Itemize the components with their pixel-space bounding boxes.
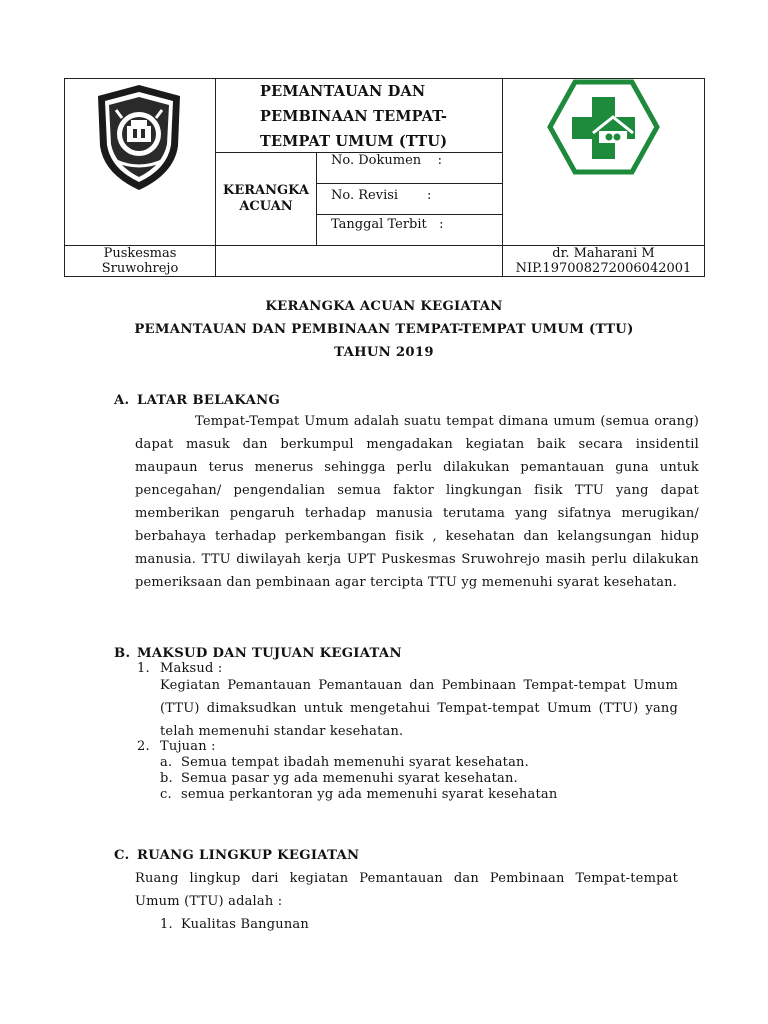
org-cell	[64, 245, 216, 277]
official-nip: NIP.197008272006042001	[515, 261, 692, 276]
maksud-body: Kegiatan Pemantauan Pemantauan dan Pembinaan Tempat-tempat Umum (TTU) dimaksudkan untuk mengetahui Tempat-tempat Umum (TTU) yang telah memenuhi standar kesehatan.	[160, 678, 678, 739]
ruang-item-text: Kualitas Bangunan	[181, 917, 309, 932]
section-c-body: Ruang lingkup dari kegiatan Pemantauan dan Pembinaan Tempat-tempat Umum (TTU) adalah :	[135, 871, 678, 909]
tujuan-item-text: Semua pasar yg ada memenuhi syarat kesehatan.	[181, 771, 518, 786]
official-name: dr. Maharani M	[552, 246, 655, 261]
logo-right-cell	[502, 78, 705, 246]
field-label: No. Dokumen :	[331, 153, 443, 168]
org-line: Puskesmas	[103, 246, 177, 261]
tujuan-number: 2.	[137, 739, 150, 754]
doc-year: TAHUN 2019	[334, 345, 434, 360]
tujuan-item-text: Semua tempat ibadah memenuhi syarat kesehatan.	[181, 755, 529, 770]
header-title-line: PEMBINAAN TEMPAT-	[260, 108, 448, 125]
section-b-letter: B.	[114, 646, 131, 661]
tujuan-item-text: semua perkantoran yg ada memenuhi syarat kesehatan	[181, 787, 558, 802]
official-signature	[503, 246, 704, 276]
section-a-body: Tempat-Tempat Umum adalah suatu tempat dimana umum (semua orang) dapat masuk dan berkumpul mengadakan kegiatan baik secara insidentil maupaun terus menerus sehingga perlu dilakukan pemantauan guna untuk pencegahan/ pengendalian semua faktor lingkungan fisik TTU yang dapat memberikan pengaruh terhadap manusia terutama yang sifatnya merugikan/ berbahaya terhadap perkembangan fisik , kesehatan dan kelangsungan hidup manusia. TTU diwilayah kerja UPT Puskesmas Sruwohrejo masih perlu dilakukan pemeriksaan dan pembinaan agar tercipta TTU yg memenuhi syarat kesehatan.	[135, 414, 699, 590]
field-no-dokumen	[316, 152, 503, 184]
section-a-heading: LATAR BELAKANG	[137, 393, 281, 408]
header-title-line: PEMANTAUAN DAN	[260, 83, 426, 100]
doc-title: KERANGKA ACUAN KEGIATAN	[265, 299, 503, 314]
regency-seal-icon	[92, 82, 186, 194]
puskesmas-cross-icon	[547, 79, 660, 176]
section-c-letter: C.	[114, 848, 130, 863]
maksud-number: 1.	[137, 661, 150, 676]
document-header-table	[64, 78, 705, 277]
maksud-label: Maksud :	[160, 661, 223, 676]
field-label: Tanggal Terbit :	[331, 217, 444, 232]
doc-subtitle: PEMANTAUAN DAN PEMBINAAN TEMPAT-TEMPAT UMUM (TTU)	[134, 322, 634, 337]
section-a-letter: A.	[114, 393, 130, 408]
field-no-revisi	[316, 183, 503, 215]
tujuan-label: Tujuan :	[160, 739, 216, 754]
doc-type-label: KERANGKA ACUAN	[223, 183, 309, 214]
org-name	[65, 246, 215, 276]
ruang-item-number: 1.	[160, 917, 173, 932]
logo-left-cell	[64, 78, 216, 246]
blank-cell	[215, 245, 503, 277]
tujuan-item-letter: c.	[160, 787, 172, 802]
official-cell	[502, 245, 705, 277]
tujuan-item-letter: a.	[160, 755, 173, 770]
title-cell	[215, 78, 503, 153]
org-line: Sruwohrejo	[101, 261, 179, 276]
field-label: No. Revisi :	[331, 188, 432, 203]
field-tanggal-terbit	[316, 214, 503, 246]
header-title-line: TEMPAT UMUM (TTU)	[260, 133, 448, 150]
section-c-heading: RUANG LINGKUP KEGIATAN	[137, 848, 360, 863]
section-b-heading: MAKSUD DAN TUJUAN KEGIATAN	[137, 646, 402, 661]
doc-type-cell	[215, 152, 317, 246]
tujuan-item-letter: b.	[160, 771, 173, 786]
